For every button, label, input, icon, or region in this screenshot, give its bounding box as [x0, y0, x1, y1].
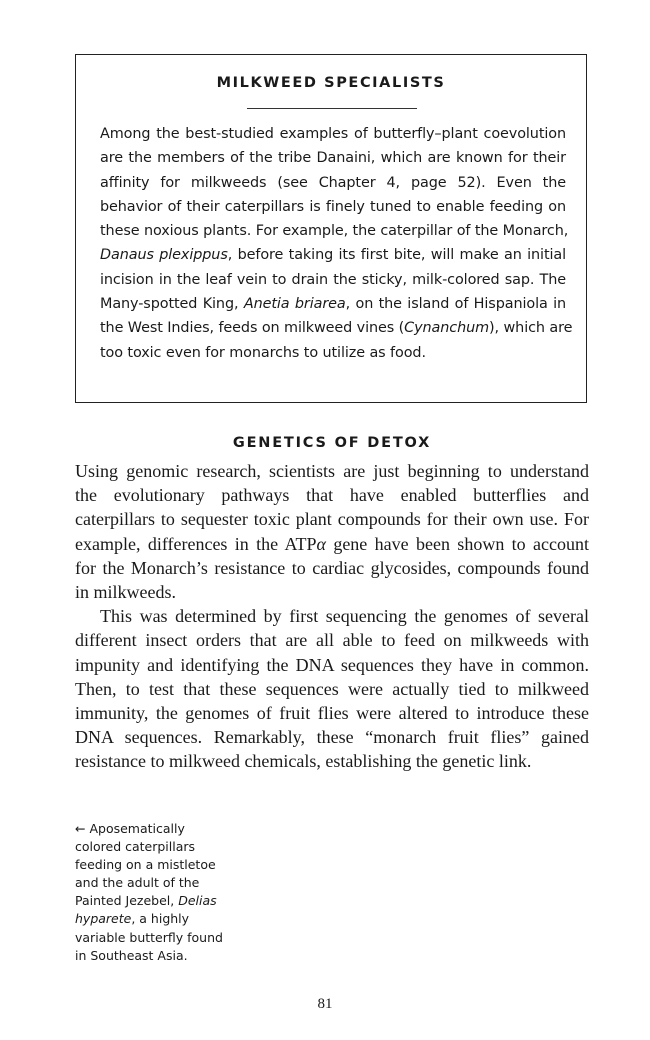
body-line: DNA sequences. Remarkably, these “monarch fruit flies” gained [75, 727, 589, 748]
sidebar-line: behavior of their caterpillars is finely tuned to enable feeding on [100, 198, 566, 215]
body-line: immunity, the genomes of fruit flies were altered to introduce these [75, 703, 589, 724]
caption-line: hyparete, a highly [75, 911, 190, 927]
figure-caption [75, 820, 240, 965]
sidebar-line: incision in the leaf vein to drain the sticky, milk-colored sap. The [100, 271, 566, 288]
sidebar-line: these noxious plants. For example, the caterpillar of the Monarch, [100, 223, 569, 240]
page-number: 81 [317, 996, 333, 1012]
sidebar-line: are the members of the tribe Danaini, which are known for their [100, 150, 566, 167]
caption-line: variable butterfly found [75, 929, 223, 945]
sidebar-box [75, 54, 587, 403]
body-text [75, 459, 589, 774]
sidebar-line: affinity for milkweeds (see Chapter 4, page 52). Even the [100, 174, 566, 191]
left-arrow-icon: ← [75, 821, 86, 836]
sidebar-line: Among the best-studied examples of butterfly–plant coevolution [100, 126, 566, 142]
sidebar-line: Many-spotted King, Anetia briarea, on the island of Hispaniola in [100, 296, 566, 313]
body-line: Then, to test that these sequences were actually tied to milkweed [75, 678, 589, 699]
caption-line: feeding on a mistletoe [75, 857, 216, 873]
body-line: impunity and identifying the DNA sequences they have in common. [75, 654, 589, 675]
section-heading: GENETICS OF DETOX [232, 435, 432, 451]
body-line: caterpillars to sequester toxic plant compounds for their own use. For [75, 509, 589, 530]
body-line: resistance to milkweed chemicals, establishing the genetic link. [75, 751, 532, 772]
sidebar-line: too toxic even for monarchs to utilize as food. [100, 344, 426, 361]
sidebar-line: the West Indies, feeds on milkweed vines (Cynanchum), which are [100, 320, 573, 337]
sidebar-line: Danaus plexippus, before taking its first bite, will make an initial [100, 247, 567, 264]
caption-line: ← Aposematically [75, 821, 185, 836]
body-line: different insect orders that are all able to feed on milkweeds with [75, 630, 589, 651]
caption-line: Painted Jezebel, Delias [75, 893, 217, 909]
caption-line: colored caterpillars [75, 839, 196, 855]
body-line: example, differences in the ATPα gene have been shown to account [75, 533, 589, 554]
body-line: the evolutionary pathways that have enabled butterflies and [75, 485, 589, 506]
body-line: This was determined by first sequencing the genomes of several [100, 606, 589, 627]
caption-line: in Southeast Asia. [75, 947, 188, 963]
body-line: Using genomic research, scientists are just beginning to understand [75, 461, 589, 481]
sidebar-body [100, 122, 573, 365]
title-divider [247, 108, 417, 109]
body-line: in milkweeds. [75, 582, 176, 603]
caption-line: and the adult of the [75, 875, 200, 891]
sidebar-title: MILKWEED SPECIALISTS [216, 75, 446, 91]
body-line: for the Monarch’s resistance to cardiac glycosides, compounds found [75, 557, 589, 578]
